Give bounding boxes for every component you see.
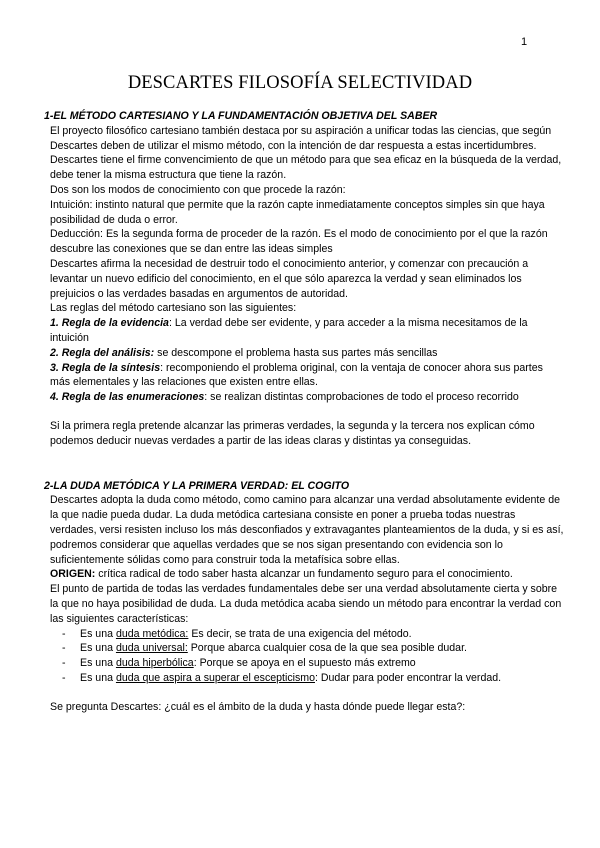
section1-paragraph: Dos son los modos de conocimiento con que procede la razón: [50, 183, 346, 196]
rule-text: se descompone el problema hasta sus partes más sencillas [154, 346, 438, 359]
origen-text: crítica radical de todo saber hasta alcanzar un fundamento seguro para el conocimiento. [95, 568, 513, 581]
item-prefix: Es una [80, 657, 116, 670]
spacer [44, 449, 564, 479]
rule-label: 1. Regla de la evidencia [50, 317, 169, 330]
rule-item [44, 346, 564, 361]
section2-paragraph: Descartes adopta la duda como método, como camino para alcanzar una verdad absolutamente evidente de la que nadie pueda dudar. La duda metódica cartesiana consiste en poner a prueba todas nuestras verdades, versi resisten incluso los más desconfiados y extravagantes planteamientos de la duda, y si es así, podremos considerar que aquellas verdades que se nos sigan presentando con evidencia son lo suficientemente sólidas como para construir toda la metafísica sobre ellas. [50, 494, 564, 566]
section2-heading: 2-LA DUDA METÓDICA Y LA PRIMERA VERDAD: EL COGITO [44, 479, 350, 492]
item-text: Porque abarca cualquier cosa de la que sea posible dudar. [187, 642, 467, 655]
rule-label: 2. Regla del análisis: [50, 346, 155, 359]
document-title: DESCARTES FILOSOFÍA SELECTIVIDAD [127, 73, 473, 93]
item-text: : Porque se apoya en el supuesto más extremo [193, 657, 416, 670]
intuition-paragraph: Intuición: instinto natural que permite que la razón capte inmediatamente conceptos simples sin que haya posibilidad de duda o error. [50, 198, 545, 226]
list-item [62, 656, 564, 671]
rule-text: : La verdad debe ser evidente, y para acceder a la misma necesitamos de la intuición [50, 317, 528, 344]
rule-item [44, 390, 564, 405]
item-prefix: Es una [80, 671, 116, 684]
rule-text: : recomponiendo el problema original, con la ventaja de conocer ahora sus partes más elementales y las relaciones que existen entre ellas. [50, 361, 543, 389]
closing-question: Se pregunta Descartes: ¿cuál es el ámbito de la duda y hasta dónde puede llegar esta?: [50, 700, 466, 713]
page-number: 1 [521, 36, 528, 48]
item-term: duda universal: [115, 642, 188, 655]
rule-item [44, 316, 564, 346]
rule-text: : se realizan distintas comprobaciones de todo el proceso recorrido [204, 391, 519, 404]
spacer [44, 405, 564, 419]
document-body [44, 109, 564, 714]
list-item [62, 671, 564, 686]
rule-label: 3. Regla de la síntesis [50, 361, 161, 374]
origen-paragraph [44, 567, 564, 582]
item-term: duda hiperbólica [115, 657, 194, 670]
spacer [44, 686, 564, 700]
characteristics-list [44, 627, 564, 686]
section1-paragraph: El proyecto filosófico cartesiano también destaca por su aspiración a unificar todas las ciencias, que según Descartes deben de utilizar el mismo método, con la intención de dar respuesta a estas incertidumbres. Descartes tiene el firme convencimiento de que un método para que sea eficaz en la búsqueda de la verdad, debe tener la misma estructura que tiene la razón. [50, 124, 562, 182]
rule-label: 4. Regla de las enumeraciones [50, 391, 205, 404]
rules-summary: Si la primera regla pretende alcanzar las primeras verdades, la segunda y la tercera nos explican cómo podemos deducir nuevas verdades a partir de las ideas claras y distintas ya conseguidas. [50, 419, 535, 447]
item-prefix: Es una [80, 642, 116, 655]
origen-label: ORIGEN: [50, 568, 96, 581]
item-text: Es decir, se trata de una exigencia del método. [188, 627, 412, 640]
rule-item [44, 361, 564, 391]
deduction-paragraph: Deducción: Es la segunda forma de proceder de la razón. Es el modo de conocimiento por el que la razón descubre las conexiones que se dan entre las ideas simples [50, 228, 548, 256]
section1-heading: 1-EL MÉTODO CARTESIANO Y LA FUNDAMENTACIÓN OBJETIVA DEL SABER [44, 110, 438, 122]
item-text: : Dudar para poder encontrar la verdad. [314, 671, 502, 684]
item-term: duda que aspira a superar el escepticismo [115, 671, 315, 684]
list-item [62, 627, 564, 642]
item-prefix: Es una [80, 627, 116, 640]
section1-paragraph: Descartes afirma la necesidad de destruir todo el conocimiento anterior, y comenzar con precaución a levantar un nuevo edificio del conocimiento, en el que sólo aparezca la verdad y sean eliminados los prejuicios o las verdades basadas en argumentos de autoridad. [50, 257, 529, 300]
list-item [62, 641, 564, 656]
section2-paragraph: El punto de partida de todas las verdades fundamentales debe ser una verdad absolutamente cierta y sobre la que no haya posibilidad de duda. La duda metódica acaba siendo un método para encontrar la verdad con las siguientes características: [50, 583, 562, 625]
item-term: duda metódica: [115, 627, 189, 640]
rules-intro: Las reglas del método cartesiano son las siguientes: [50, 302, 297, 315]
